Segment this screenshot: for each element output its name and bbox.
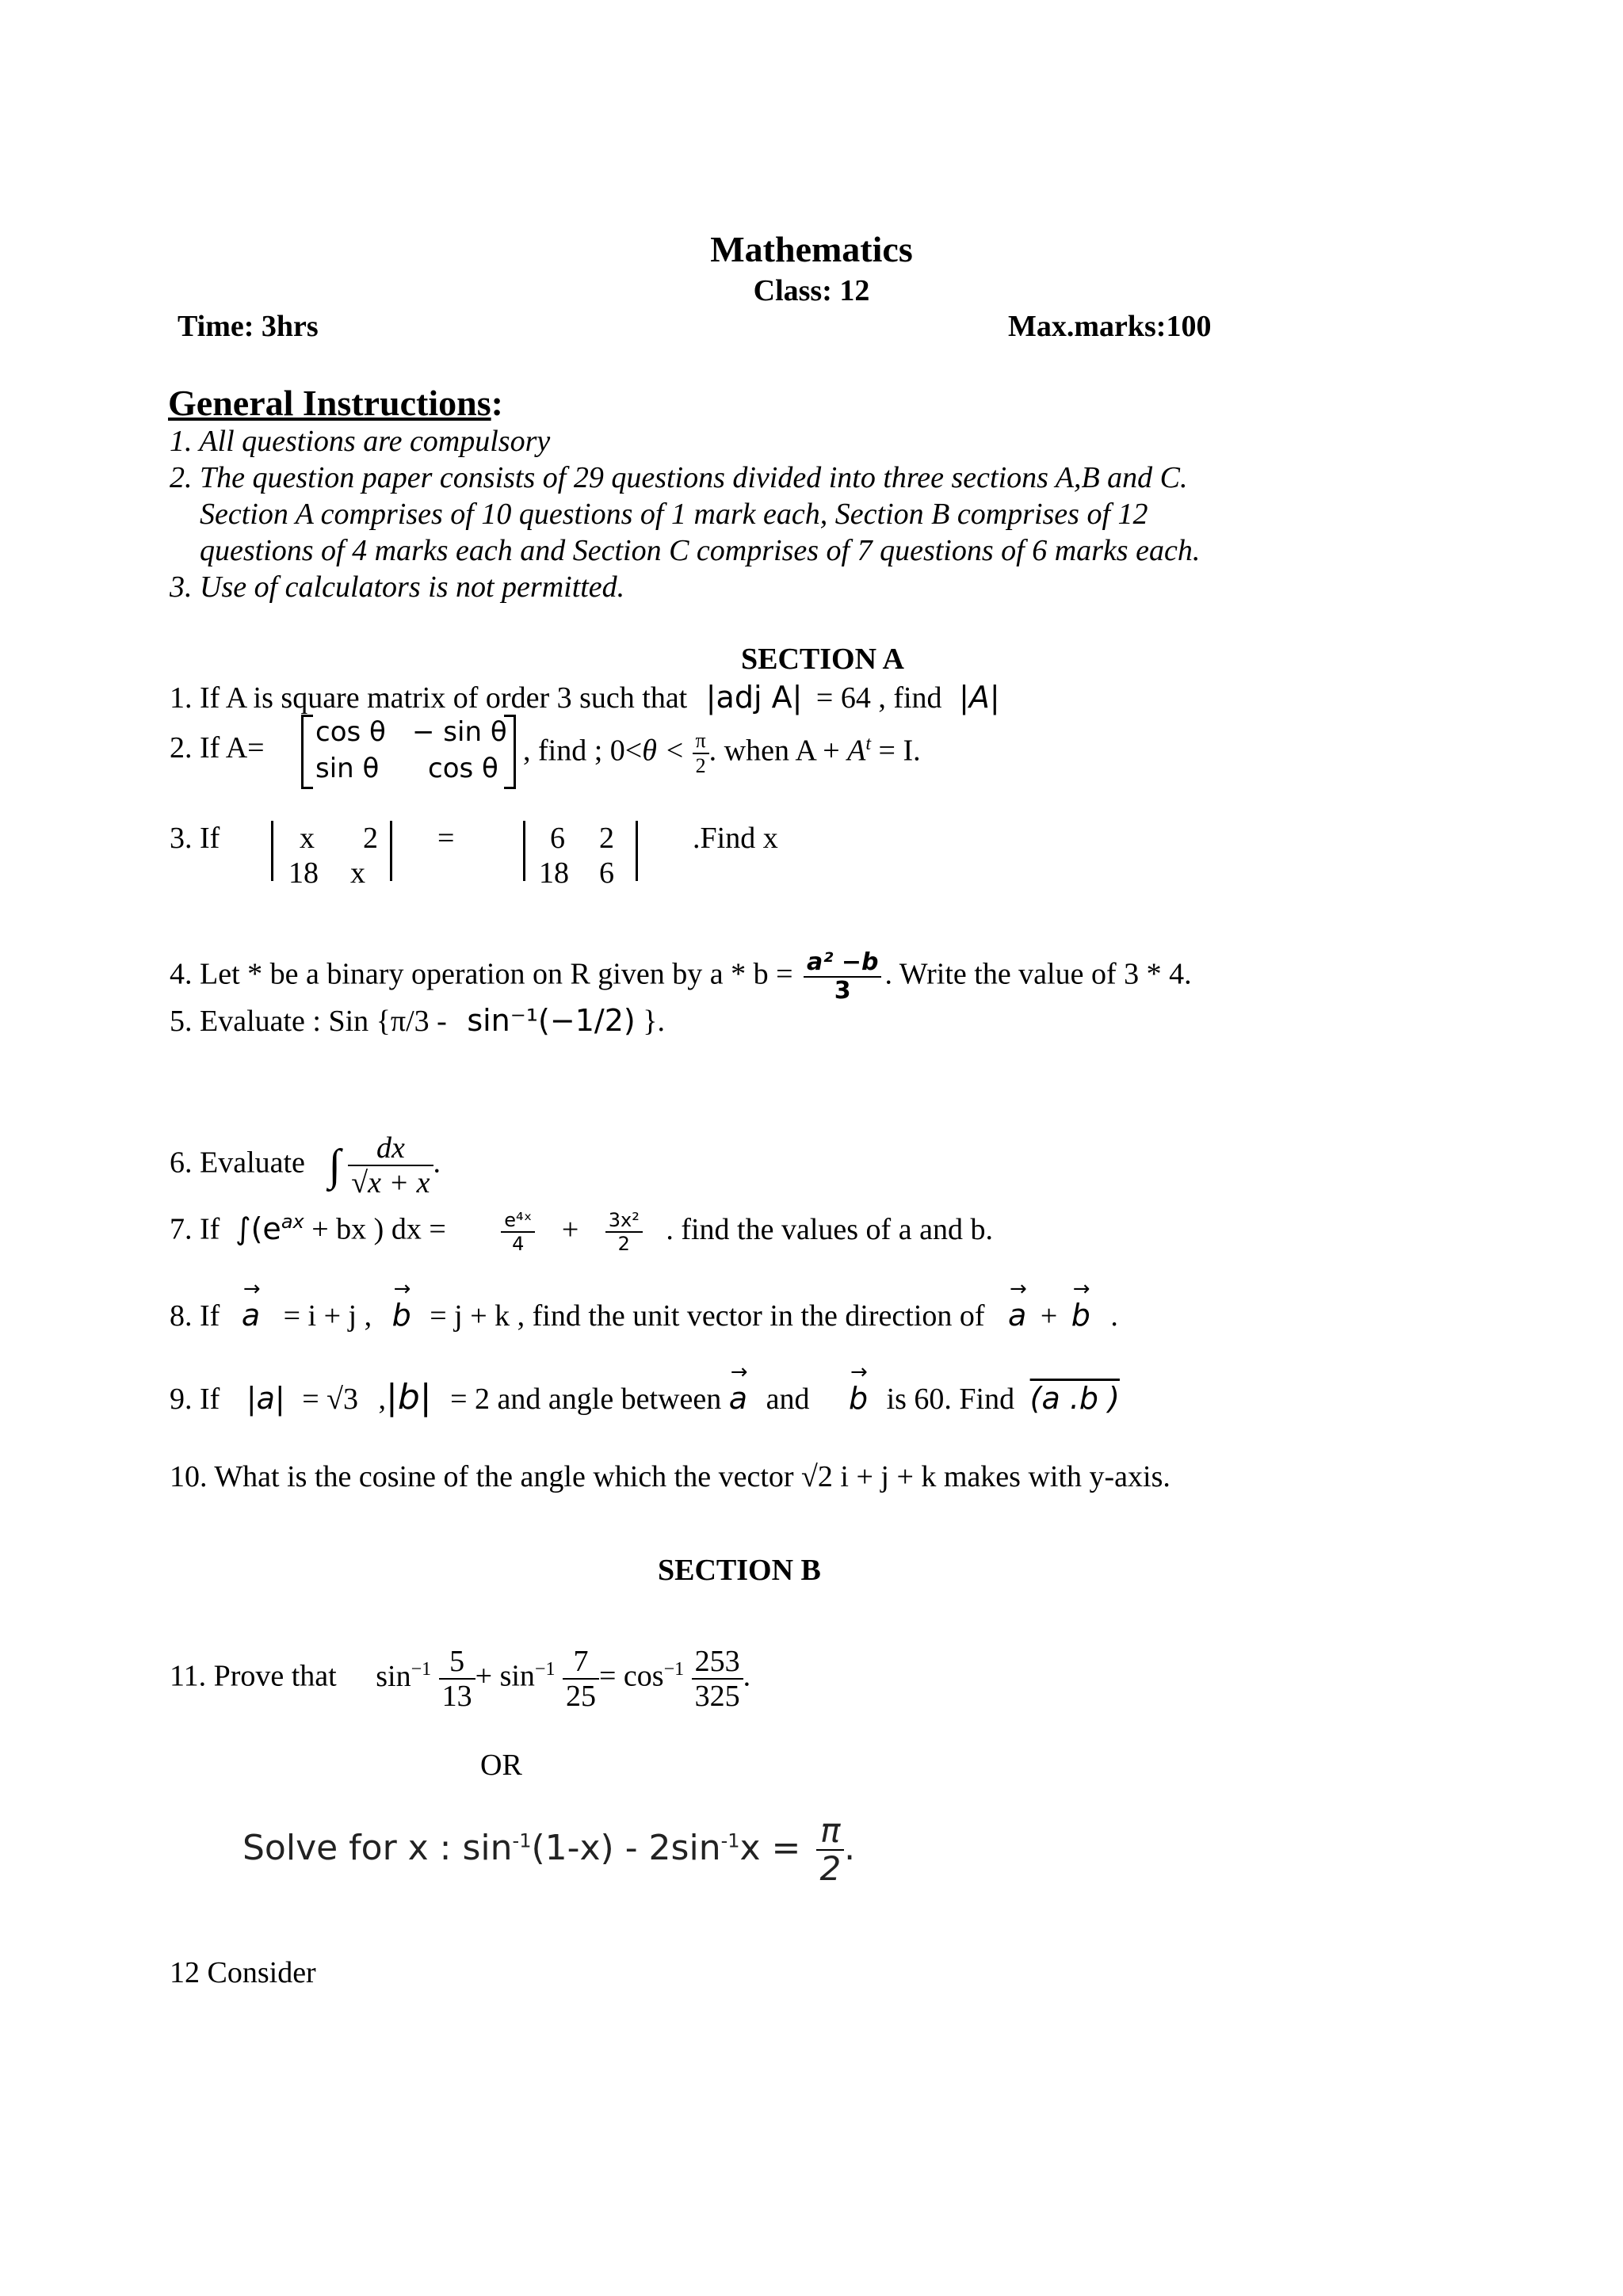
q2-rest — [523, 730, 921, 776]
class-label: Class: 12 — [753, 274, 870, 307]
q9-is: is 60. Find — [886, 1383, 1015, 1416]
question-3-prefix: 3. If — [170, 822, 220, 855]
question-11 — [170, 1646, 750, 1711]
q2-pi-over-2 — [693, 730, 709, 776]
q6-fraction — [348, 1133, 433, 1198]
q3-a11: x — [300, 822, 315, 855]
instruction-2: 2. The question paper consists of 29 questions divided into three sections A,B and C. — [170, 461, 1188, 494]
q2-m22: cos θ — [428, 753, 498, 784]
instruction-1: 1. All questions are compulsory — [170, 425, 551, 458]
q11-n1: 5 — [439, 1646, 475, 1680]
q9-eq: = √3 — [302, 1383, 359, 1416]
q6-integral-sign: ∫ — [328, 1141, 341, 1190]
q3-b12: 2 — [599, 822, 614, 855]
q11-m3: −1 — [663, 1659, 685, 1680]
q8-sum-vec-a: → a — [1008, 1298, 1026, 1333]
solve-rest: x = — [739, 1828, 801, 1868]
q2-m21: sin θ — [315, 753, 380, 784]
instruction-2-cont-a: Section A comprises of 10 questions of 1 mark each, Section B comprises of 12 — [200, 498, 1148, 531]
q9-vec-a: → a — [729, 1381, 747, 1416]
question-9 — [170, 1377, 1120, 1417]
q7-frac1 — [501, 1211, 535, 1253]
q6-num: dx — [348, 1133, 433, 1166]
q7-integral: ∫(e — [235, 1211, 281, 1246]
q8-b-eq: = j + k , find the unit vector in the direction of — [422, 1299, 985, 1333]
section-b-title: SECTION B — [658, 1554, 821, 1587]
solve-m2: -1 — [720, 1829, 740, 1852]
q3-b21: 18 — [539, 856, 569, 890]
q2-m12: − sin θ — [412, 716, 507, 748]
q2-end: = I. — [871, 734, 921, 768]
q6-dot: . — [433, 1146, 441, 1180]
solve-den: 2 — [819, 1849, 842, 1888]
q3-det1-left — [271, 821, 273, 881]
q11-m1: −1 — [411, 1659, 432, 1680]
q6-prefix: 6. Evaluate — [170, 1146, 305, 1180]
q11-m2: −1 — [534, 1659, 556, 1680]
q7-mid: + bx ) dx = — [304, 1212, 446, 1246]
section-a-title: SECTION A — [741, 643, 904, 676]
q2-t: t — [865, 734, 872, 755]
q1-text: 1. If A is square matrix of order 3 such that — [170, 681, 688, 715]
q11-eq: = cos — [598, 1659, 664, 1693]
q8-sum-vec-b: → b — [1071, 1298, 1090, 1333]
q9-comma: , — [378, 1383, 387, 1416]
q4-den: 3 — [834, 977, 851, 1005]
or-label: OR — [480, 1749, 522, 1782]
q7-prefix: 7. If — [170, 1212, 220, 1246]
q2-find: , find ; 0< — [523, 734, 643, 768]
solve-fraction — [816, 1811, 844, 1888]
q11-frac2 — [563, 1646, 599, 1711]
instructions-title-colon: : — [491, 383, 503, 423]
q2-left-bracket — [301, 715, 313, 789]
q2-pi: π — [693, 730, 709, 754]
q7-n1: e⁴ˣ — [501, 1211, 535, 1233]
q3-a22: x — [350, 856, 365, 890]
q1-adj-a: |adj A| — [705, 680, 803, 715]
q11-prefix: 11. Prove that — [170, 1659, 337, 1693]
q9-dot-product: (a .b ) — [1029, 1381, 1120, 1416]
q8-sum: + — [1040, 1299, 1058, 1333]
instruction-3: 3. Use of calculators is not permitted. — [170, 570, 625, 604]
q3-det1-right — [390, 821, 392, 881]
time-label: Time: 3hrs — [178, 310, 319, 343]
question-12: 12 Consider — [170, 1956, 316, 1989]
instructions-title — [168, 382, 503, 424]
q3-a21: 18 — [288, 856, 319, 890]
solve-for-x — [242, 1811, 856, 1888]
q7-plus: + — [561, 1212, 579, 1246]
page-title: Mathematics — [710, 229, 913, 269]
q4-suffix: . Write the value of 3 * 4. — [884, 957, 1192, 991]
q11-d3: 325 — [694, 1680, 740, 1713]
q8-vec-b: → b — [392, 1298, 411, 1333]
q7-ax: ax — [281, 1211, 304, 1234]
q11-n3: 253 — [692, 1646, 743, 1680]
q3-find: .Find x — [693, 822, 778, 855]
q9-mod-a: |a| — [246, 1381, 285, 1416]
question-4 — [170, 948, 1192, 1005]
question-6 — [170, 1133, 441, 1198]
q2-theta: θ < — [642, 734, 685, 768]
question-8 — [170, 1298, 1118, 1333]
q11-end: . — [743, 1659, 751, 1693]
q8-end: . — [1110, 1299, 1118, 1333]
q3-det2-left — [523, 821, 525, 881]
question-2-prefix: 2. If A= — [170, 731, 265, 765]
question-5 — [170, 1003, 665, 1039]
q6-den: √x + x — [351, 1166, 430, 1199]
q9-mod-b: |b| — [386, 1377, 432, 1417]
q7-d2: 2 — [617, 1233, 630, 1255]
q11-sin1: sin — [376, 1659, 411, 1693]
q3-b11: 6 — [550, 822, 565, 855]
q2-when: . when A + — [708, 734, 848, 768]
q7-suffix: . find the values of a and b. — [666, 1212, 993, 1246]
q11-n2: 7 — [563, 1646, 599, 1680]
q11-d1: 13 — [441, 1680, 472, 1713]
q4-num: a² −b — [804, 951, 881, 978]
q9-and: and — [766, 1383, 810, 1416]
solve-end: . — [844, 1828, 856, 1868]
q4-prefix: 4. Let * be a binary operation on R given by a * b = — [170, 957, 793, 991]
q9-rest: = 2 and angle between — [450, 1383, 722, 1416]
q7-n2: 3x² — [605, 1211, 643, 1233]
q1-det-a: |A| — [959, 680, 1000, 715]
q9-prefix: 9. If — [170, 1383, 220, 1416]
max-marks-label: Max.marks:100 — [1008, 310, 1212, 343]
solve-m1: -1 — [512, 1829, 532, 1852]
q8-prefix: 8. If — [170, 1299, 220, 1333]
instruction-2-cont-b: questions of 4 marks each and Section C comprises of 7 questions of 6 marks each. — [200, 534, 1201, 567]
q9-vec-b: → b — [849, 1381, 868, 1416]
q4-fraction — [804, 948, 881, 1005]
q7-frac2 — [605, 1211, 643, 1253]
q5-suffix: }. — [635, 1005, 665, 1038]
q3-b22: 6 — [599, 856, 614, 890]
q2-m11: cos θ — [315, 716, 386, 748]
question-1 — [170, 680, 1000, 715]
q8-vec-a: → a — [242, 1298, 260, 1333]
q5-prefix: 5. Evaluate : Sin {π/3 - — [170, 1005, 447, 1038]
q1-mid: = 64 , find — [815, 681, 942, 715]
q2-two: 2 — [695, 754, 706, 777]
q2-at: A — [847, 734, 866, 768]
q11-frac3 — [692, 1646, 743, 1711]
q3-a12: 2 — [363, 822, 378, 855]
q8-a-eq: = i + j , — [276, 1299, 372, 1333]
question-10: 10. What is the cosine of the angle which the vector √2 i + j + k makes with y-axis. — [170, 1460, 1170, 1493]
q11-plus: + sin — [475, 1659, 535, 1693]
solve-prefix: Solve for x : sin — [242, 1828, 513, 1868]
q3-eq: = — [437, 822, 455, 855]
q11-d2: 25 — [565, 1680, 596, 1713]
question-7 — [170, 1211, 993, 1253]
q11-frac1 — [439, 1646, 475, 1711]
instructions-title-text: General Instructions — [168, 383, 491, 423]
q7-d1: 4 — [512, 1233, 525, 1255]
solve-mid: (1-x) - 2sin — [531, 1828, 721, 1868]
q3-det2-right — [636, 821, 638, 881]
solve-num: π — [816, 1814, 844, 1851]
q5-inverse: sin⁻¹(−1/2) — [467, 1003, 636, 1038]
